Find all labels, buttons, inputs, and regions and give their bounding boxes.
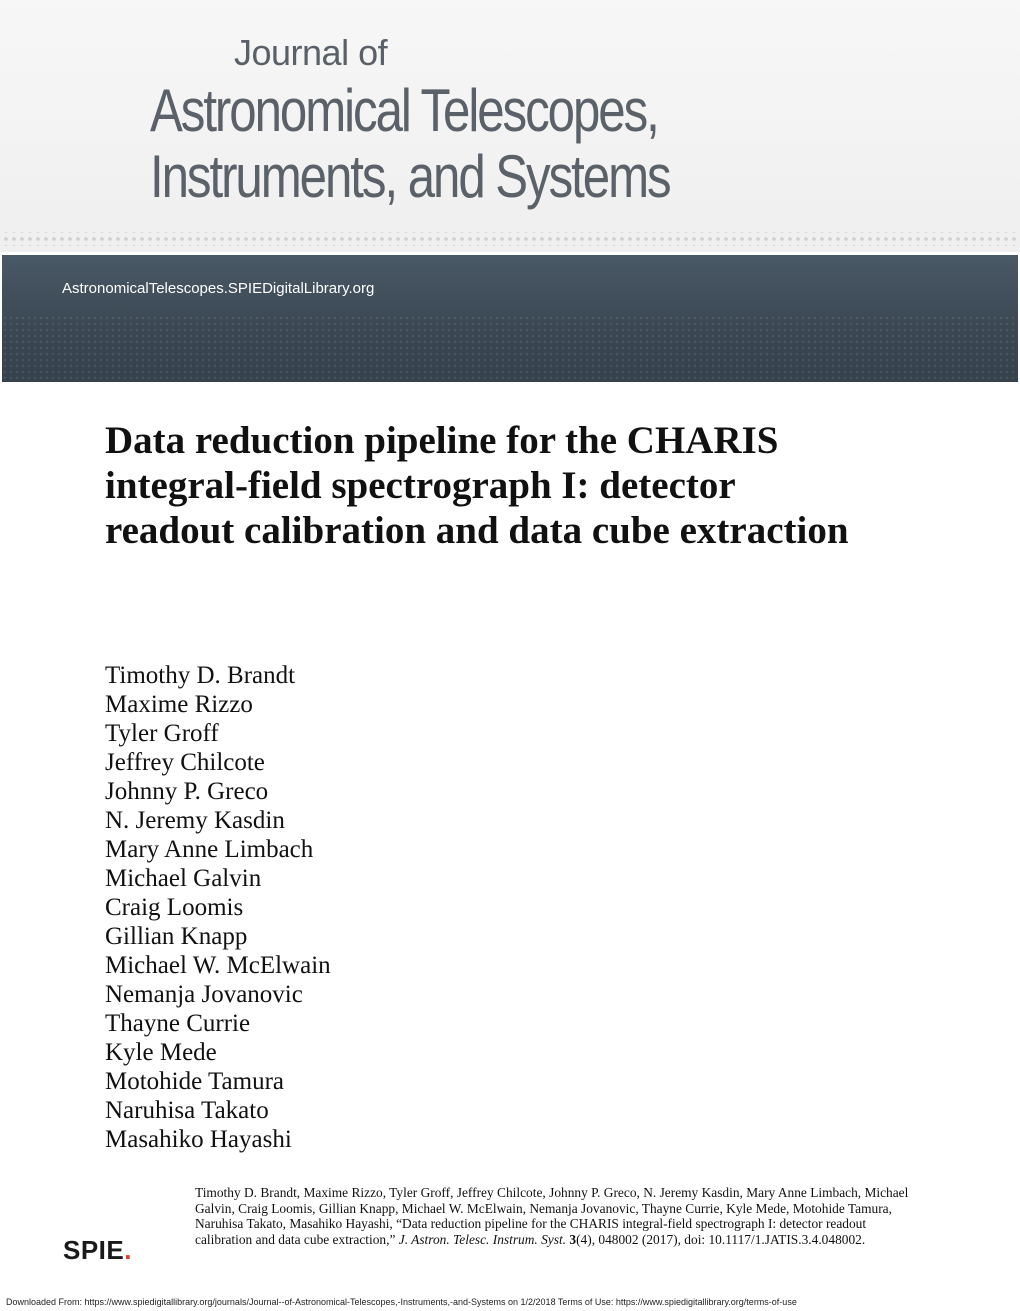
- author-list: [105, 661, 331, 1154]
- author-name: Masahiko Hayashi: [105, 1126, 292, 1153]
- journal-name-line-1: Astronomical Telescopes,: [150, 77, 658, 144]
- journal-of-text: Journal of: [234, 32, 388, 73]
- author-name: Craig Loomis: [105, 894, 244, 921]
- author-name: Naruhisa Takato: [105, 1097, 269, 1124]
- author-name: Jeffrey Chilcote: [105, 749, 265, 776]
- citation-journal: J. Astron. Telesc. Instrum. Syst.: [398, 1231, 567, 1247]
- citation-block: [195, 1185, 921, 1247]
- author-name: Gillian Knapp: [105, 923, 248, 950]
- author-name: Michael W. McElwain: [105, 952, 331, 979]
- author-name: Motohide Tamura: [105, 1068, 285, 1095]
- author-name: Thayne Currie: [105, 1010, 251, 1037]
- journal-masthead: [0, 0, 1020, 252]
- decorative-dot-row: [0, 232, 1020, 246]
- spie-logo-dot: .: [124, 1235, 132, 1265]
- author-name: Timothy D. Brandt: [105, 662, 296, 689]
- author-name: N. Jeremy Kasdin: [105, 807, 285, 834]
- journal-banner: [2, 255, 1018, 382]
- journal-name-line-2: Instruments, and Systems: [150, 143, 670, 210]
- spie-logo-text: SPIE: [63, 1235, 125, 1265]
- paper-title: Data reduction pipeline for the CHARIS integral-field spectrograph I: detector readout calibration and data cube extraction: [105, 419, 849, 552]
- author-name: Johnny P. Greco: [105, 778, 269, 805]
- author-name: Mary Anne Limbach: [105, 836, 314, 863]
- banner-pattern: [2, 315, 1018, 382]
- download-footer: Downloaded From: https://www.spiedigitallibrary.org/journals/Journal--of-Astronomical-Telescopes,-Instruments,-and-Systems on 1/2/2018 Terms of Use: https://www.spiedigitallibrary.org/terms-of-use: [6, 1297, 797, 1307]
- citation-volume: 3: [569, 1231, 577, 1247]
- citation-rest: (4), 048002 (2017), doi: 10.1117/1.JATIS.3.4.048002.: [576, 1231, 866, 1247]
- author-name: Michael Galvin: [105, 865, 262, 892]
- journal-website-link[interactable]: AstronomicalTelescopes.SPIEDigitalLibrary.org: [62, 280, 375, 297]
- author-name: Maxime Rizzo: [105, 691, 253, 718]
- spie-logo: [63, 1235, 132, 1266]
- author-name: Kyle Mede: [105, 1039, 217, 1066]
- author-name: Nemanja Jovanovic: [105, 981, 303, 1008]
- author-name: Tyler Groff: [105, 720, 219, 747]
- citation-lead: Timothy D. Brandt, Maxime Rizzo, Tyler Groff, Jeffrey Chilcote, Johnny P. Greco, N. Jeremy Kasdin, Mary Anne Limbach, Michael Galvin, Craig Loomis, Gillian Knapp, Michael W. McElwain, Nemanja Jovanovic, Thayne Currie, Kyle Mede, Motohide Tamura, Naruhisa Takato, Masahiko Hayashi, “Data reduction pipeline for the CHARIS integral-field spectrograph I: detector readout calibration and data cube extraction,”: [195, 1185, 909, 1247]
